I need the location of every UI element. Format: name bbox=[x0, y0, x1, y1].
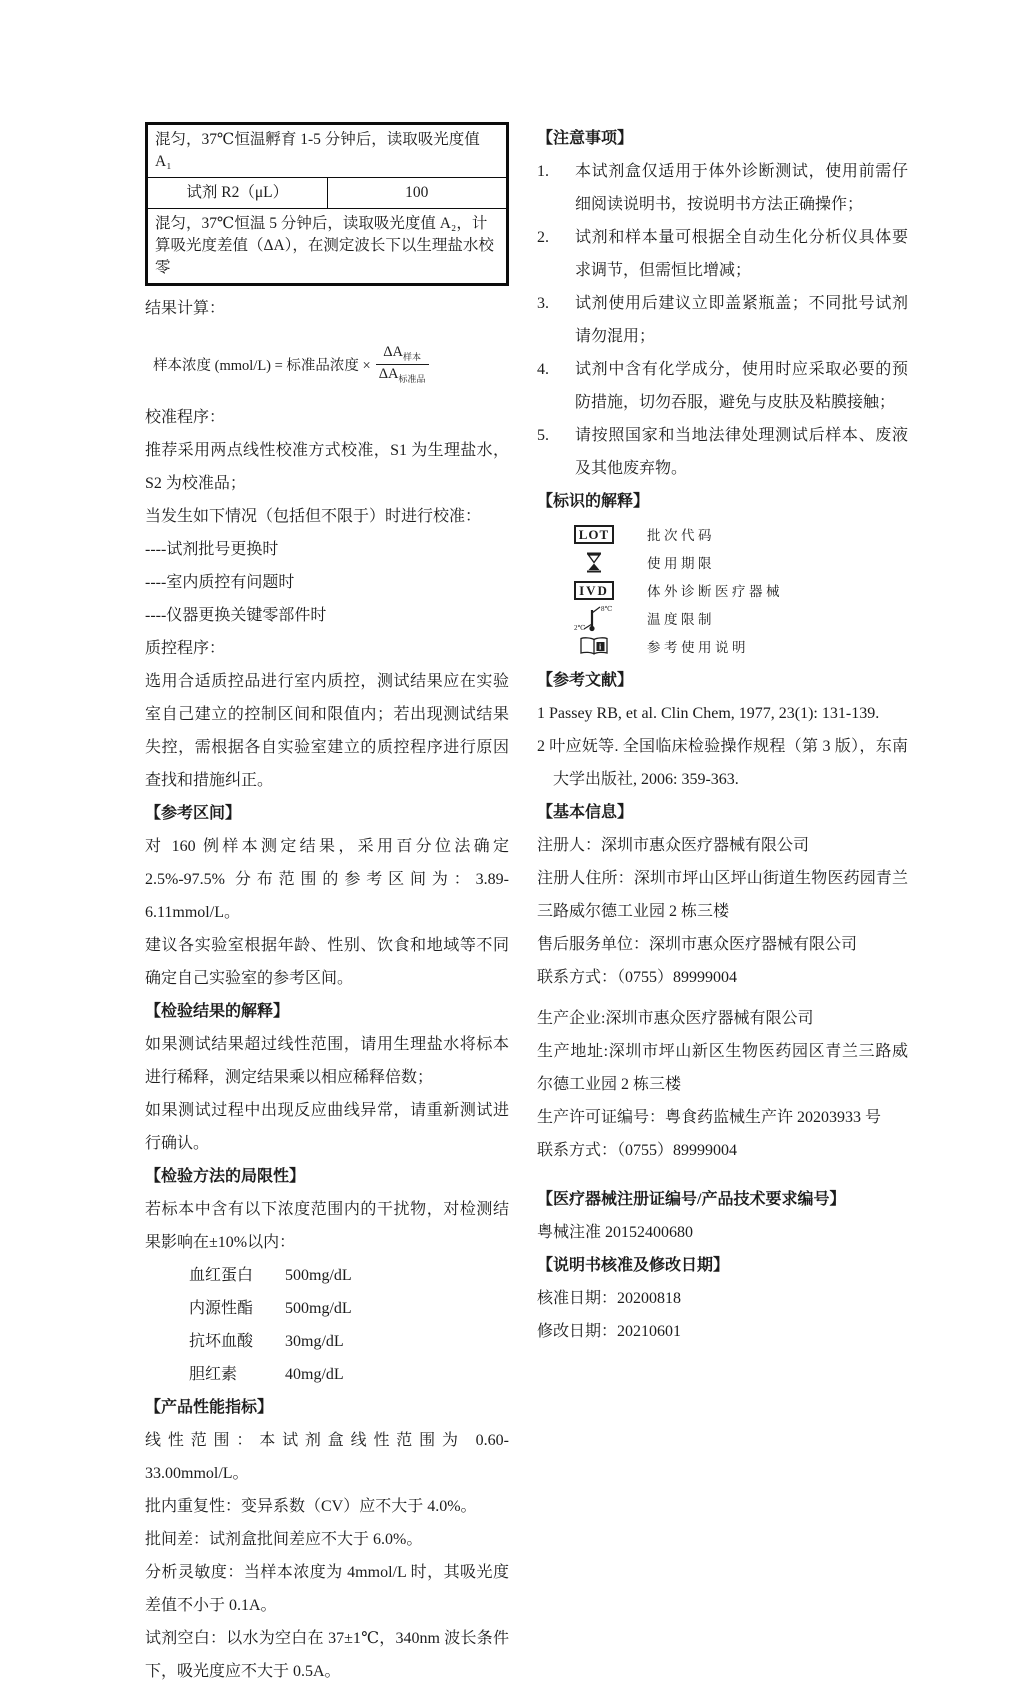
precaution-item bbox=[537, 419, 908, 485]
section-heading-interpretation: 【检验结果的解释】 bbox=[145, 1003, 290, 1020]
precaution-number: 3. bbox=[537, 295, 549, 312]
formula-lhs: 样本浓度 (mmol/L) = 标准品浓度 × bbox=[153, 357, 371, 374]
symbol-row-expiry bbox=[537, 548, 908, 576]
interferent-value: 40mg/dL bbox=[285, 1366, 344, 1383]
performance-item: 批内重复性：变异系数（CV）应不大于 4.0%。 bbox=[145, 1498, 477, 1515]
interferent-name: 抗坏血酸 bbox=[189, 1333, 254, 1350]
fraction-denominator: $\Delta A_{标准品}$ bbox=[378, 365, 426, 384]
reference-interval-text: 建议各实验室根据年龄、性别、饮食和地域等不同确定自己实验室的参考区间。 bbox=[145, 937, 509, 987]
calibration-line: 校准程序： bbox=[145, 409, 226, 426]
procedure-table bbox=[145, 122, 509, 286]
section-heading-registration: 【医疗器械注册证编号/产品技术要求编号】 bbox=[537, 1191, 846, 1208]
table-row bbox=[147, 124, 508, 178]
lot-icon: LOT bbox=[574, 525, 614, 544]
reference-item: 1 Passey RB, et al. Clin Chem, 1977, 23(1): 131-139. bbox=[537, 705, 880, 722]
calibration-line: ----室内质控有问题时 bbox=[145, 574, 295, 591]
symbol-row-ivd bbox=[537, 576, 908, 604]
calibration-line: ----试剂批号更换时 bbox=[145, 541, 279, 558]
performance-item: 批间差：试剂盒批间差应不大于 6.0%。 bbox=[145, 1531, 423, 1548]
interpretation-text: 如果测试结果超过线性范围，请用生理盐水将标本进行稀释，测定结果乘以相应稀释倍数； bbox=[145, 1036, 509, 1086]
calibration-line: 推荐采用两点线性校准方式校准，S1 为生理盐水，S2 为校准品； bbox=[145, 442, 509, 492]
performance-item: 分析灵敏度：当样本浓度为 4mmol/L 时，其吸光度差值不小于 0.1A。 bbox=[145, 1564, 509, 1614]
svg-text:i: i bbox=[599, 642, 602, 652]
symbol-legend bbox=[537, 520, 908, 660]
calibration-line: 当发生如下情况（包括但不限于）时进行校准： bbox=[145, 508, 482, 525]
interferent-value: 500mg/dL bbox=[285, 1300, 352, 1317]
symbol-row-instructions bbox=[537, 632, 908, 660]
table-cell-step2: 混匀，37℃恒温 5 分钟后，读取吸光度值 A₂，计算吸光度差值（ΔA），在测定波长下以生理盐水校零 bbox=[147, 209, 508, 285]
basic-info-line: 注册人：深圳市惠众医疗器械有限公司 bbox=[537, 837, 810, 854]
interferent-row bbox=[189, 1325, 509, 1358]
basic-info-line: 联系方式：（0755）89999004 bbox=[537, 969, 738, 986]
precaution-text: 本试剂盒仅适用于体外诊断测试，使用前需仔细阅读说明书，按说明书方法正确操作； bbox=[575, 163, 908, 213]
performance-item: 试剂空白：以水为空白在 37±1℃，340nm 波长条件下，吸光度应不大于 0.5A。 bbox=[145, 1630, 509, 1680]
interferent-row bbox=[189, 1259, 509, 1292]
result-calc-label: 结果计算： bbox=[145, 300, 226, 317]
two-column-layout bbox=[145, 122, 908, 1688]
production-line: 生产许可证编号：粤食药监械生产许 20203933 号 bbox=[537, 1109, 882, 1126]
interpretation-text: 如果测试过程中出现反应曲线异常，请重新测试进行确认。 bbox=[145, 1102, 509, 1152]
interferent-value: 30mg/dL bbox=[285, 1333, 344, 1350]
performance-item: 线性范围：本试剂盒线性范围为 0.60-33.00mmol/L。 bbox=[145, 1432, 509, 1482]
section-heading-references: 【参考文献】 bbox=[537, 672, 634, 689]
precaution-item bbox=[537, 287, 908, 353]
section-heading-symbols: 【标识的解释】 bbox=[537, 493, 650, 510]
fraction-numerator: $\Delta A_{样本}$ bbox=[376, 344, 429, 365]
symbol-label: 使用期限 bbox=[647, 556, 715, 571]
table-cell-step1: 混匀，37℃恒温孵育 1-5 分钟后，读取吸光度值 A₁ bbox=[147, 124, 508, 178]
basic-info-line: 售后服务单位：深圳市惠众医疗器械有限公司 bbox=[537, 936, 858, 953]
precaution-item bbox=[537, 155, 908, 221]
production-line: 生产地址:深圳市坪山新区生物医药园区青兰三路威尔德工业园 2 栋三楼 bbox=[537, 1043, 908, 1093]
calibration-line: ----仪器更换关键零部件时 bbox=[145, 607, 327, 624]
table-row bbox=[147, 178, 508, 209]
ivd-icon: IVD bbox=[574, 581, 614, 600]
section-heading-dates: 【说明书核准及修改日期】 bbox=[537, 1257, 730, 1274]
symbol-row-temperature bbox=[537, 604, 908, 632]
svg-text:2℃: 2℃ bbox=[574, 624, 586, 632]
registration-number: 粤械注准 20152400680 bbox=[537, 1224, 694, 1241]
precaution-text: 试剂使用后建议立即盖紧瓶盖；不同批号试剂请勿混用； bbox=[575, 295, 908, 345]
section-heading-basic-info: 【基本信息】 bbox=[537, 804, 634, 821]
precaution-text: 请按照国家和当地法律处理测试后样本、废液及其他废弃物。 bbox=[575, 427, 908, 477]
qc-line: 质控程序： bbox=[145, 640, 226, 657]
section-heading-reference-interval: 【参考区间】 bbox=[145, 805, 242, 822]
qc-line: 选用合适质控品进行室内质控，测试结果应在实验室自己建立的控制区间和限值内；若出现测试结果失控，需根据各自实验室建立的质控程序进行原因查找和措施纠正。 bbox=[145, 673, 509, 789]
production-line: 联系方式：（0755）89999004 bbox=[537, 1142, 738, 1159]
precaution-number: 5. bbox=[537, 427, 549, 444]
precaution-text: 试剂中含有化学成分，使用时应采取必要的预防措施，切勿吞服，避免与皮肤及粘膜接触； bbox=[575, 361, 908, 411]
concentration-formula bbox=[153, 335, 509, 393]
limitations-intro: 若标本中含有以下浓度范围内的干扰物，对检测结果影响在±10%以内： bbox=[145, 1201, 509, 1251]
symbol-label: 温度限制 bbox=[647, 612, 715, 627]
approval-date: 核准日期：20200818 bbox=[537, 1290, 682, 1307]
revision-date: 修改日期：20210601 bbox=[537, 1323, 682, 1340]
precaution-number: 1. bbox=[537, 163, 549, 180]
precaution-item bbox=[537, 353, 908, 419]
temperature-limit-icon bbox=[569, 604, 619, 632]
right-column bbox=[537, 122, 908, 1688]
table-row bbox=[147, 209, 508, 285]
section-heading-precautions: 【注意事项】 bbox=[537, 130, 634, 147]
production-line: 生产企业:深圳市惠众医疗器械有限公司 bbox=[537, 1010, 814, 1027]
table-cell-reagent-r2: 试剂 R2（μL） bbox=[147, 178, 328, 209]
reference-interval-text: 对 160 例样本测定结果，采用百分位法确定 2.5%-97.5% 分布范围的参考区间为：3.89-6.11mmol/L。 bbox=[145, 838, 509, 921]
precaution-text: 试剂和样本量可根据全自动生化分析仪具体要求调节，但需恒比增减； bbox=[575, 229, 908, 279]
symbol-label: 体外诊断医疗器械 bbox=[647, 584, 783, 599]
precaution-number: 2. bbox=[537, 229, 549, 246]
left-column bbox=[145, 122, 509, 1688]
interferent-name: 内源性酯 bbox=[189, 1300, 254, 1317]
interferent-value: 500mg/dL bbox=[285, 1267, 352, 1284]
precaution-number: 4. bbox=[537, 361, 549, 378]
svg-text:8℃: 8℃ bbox=[601, 605, 613, 613]
symbol-label: 参考使用说明 bbox=[647, 640, 749, 655]
formula-fraction bbox=[376, 344, 429, 385]
hourglass-icon bbox=[569, 552, 619, 573]
symbol-label: 批次代码 bbox=[647, 528, 715, 543]
interferent-name: 血红蛋白 bbox=[189, 1267, 254, 1284]
section-heading-limitations: 【检验方法的局限性】 bbox=[145, 1168, 306, 1185]
table-cell-volume: 100 bbox=[327, 178, 508, 209]
interferent-name: 胆红素 bbox=[189, 1366, 238, 1383]
section-heading-performance: 【产品性能指标】 bbox=[145, 1399, 274, 1416]
interferent-row bbox=[189, 1358, 509, 1391]
basic-info-line: 注册人住所：深圳市坪山区坪山街道生物医药园青兰三路威尔德工业园 2 栋三楼 bbox=[537, 870, 908, 920]
consult-instructions-icon bbox=[569, 636, 619, 656]
symbol-row-lot bbox=[537, 520, 908, 548]
precaution-item bbox=[537, 221, 908, 287]
interferent-row bbox=[189, 1292, 509, 1325]
reference-item: 2 叶应妩等. 全国临床检验操作规程（第 3 版），东南大学出版社, 2006: 359-363. bbox=[537, 738, 908, 788]
